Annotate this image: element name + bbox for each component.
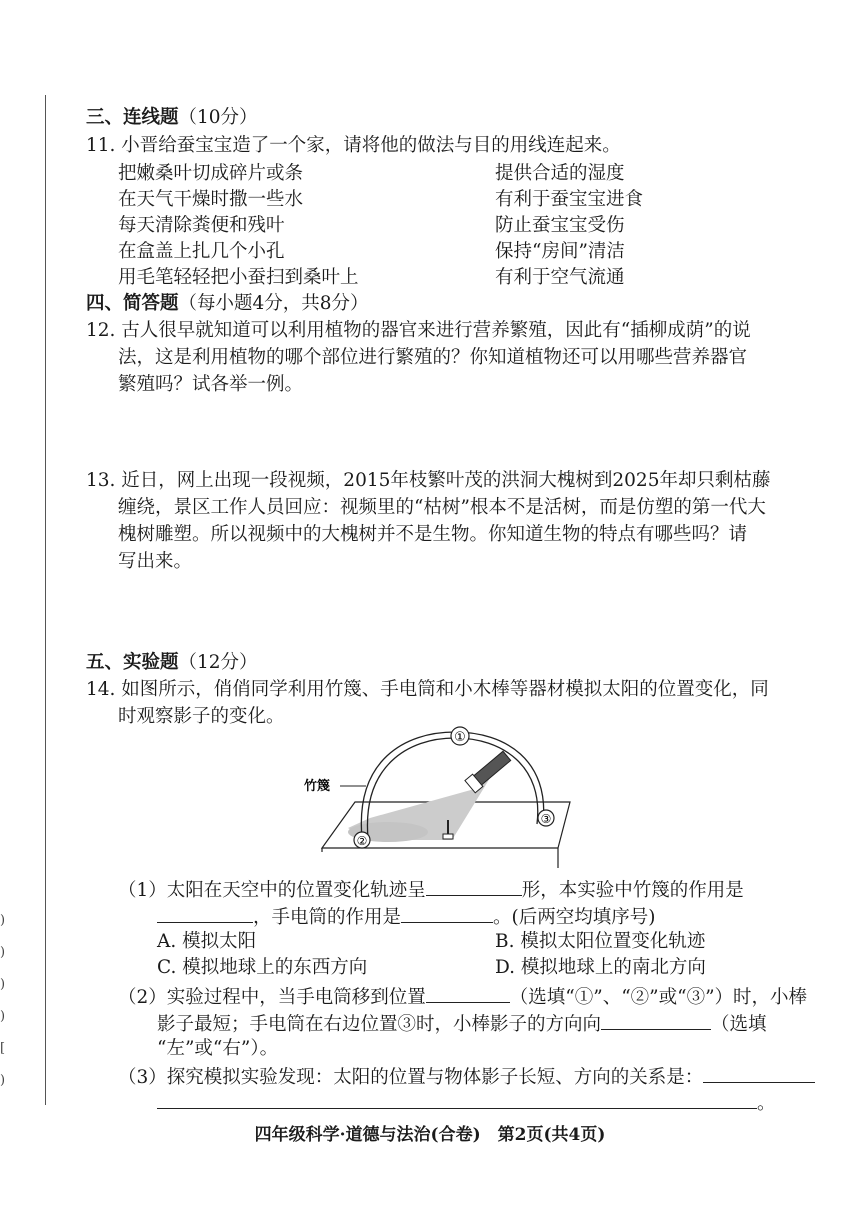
q11-action-3: 每天清除粪便和残叶 (118, 215, 285, 236)
q12-line-3: 繁殖吗？试各举一例。 (118, 374, 304, 395)
q14-line-2: 时观察影子的变化。 (118, 706, 285, 727)
q14-option-b: B. 模拟太阳位置变化轨迹 (495, 931, 706, 952)
q14-p2-line-1: （2）实验过程中，当手电筒移到位置 （选填“①”、“②”或“③”）时，小棒 (118, 982, 807, 1011)
q11-action-4: 在盒盖上扎几个小孔 (118, 241, 285, 262)
q14-option-a: A. 模拟太阳 (157, 931, 257, 952)
q14-p2-line-2: 影子最短；手电筒在右边位置③时，小棒影子的方向向 （选填 (157, 1009, 767, 1038)
q14-line-1: 14. 如图所示，俏俏同学利用竹篾、手电筒和小木棒等器材模拟太阳的位置变化，同 (86, 679, 769, 700)
q14-option-d: D. 模拟地球上的南北方向 (495, 957, 706, 978)
bamboo-label: 竹篾 (304, 779, 331, 794)
q14-p2-line-3: “左”或“右”）。 (157, 1038, 279, 1059)
q11-action-5: 用毛笔轻轻把小蚕扫到桑叶上 (118, 267, 359, 288)
binding-marks: ) ) ) ) [ ) (0, 913, 6, 1088)
q14-p2-blank-2[interactable] (601, 1009, 711, 1030)
q11-stem: 11. 小晋给蚕宝宝造了一个家，请将他的做法与目的用线连起来。 (86, 135, 621, 156)
q11-purpose-4: 保持“房间”清洁 (495, 241, 625, 262)
page-footer: 四年级科学·道德与法治(合卷) 第2页(共4页) (254, 1125, 606, 1145)
q14-p1-line-1: （1）太阳在天空中的位置变化轨迹呈 形，本实验中竹篾的作用是 (118, 875, 744, 904)
q11-action-1: 把嫩桑叶切成碎片或条 (118, 163, 304, 184)
q14-p3-line-2: 。 (157, 1088, 776, 1117)
experiment-diagram (300, 720, 580, 870)
q13-line-4: 写出来。 (118, 551, 193, 572)
position-1-label: ① (454, 730, 466, 745)
q11-purpose-2: 有利于蚕宝宝进食 (495, 189, 644, 210)
q14-p3-blank-2[interactable] (157, 1088, 757, 1109)
q14-p3-blank-1[interactable] (703, 1062, 815, 1083)
q13-line-1: 13. 近日，网上出现一段视频，2015年枝繁叶茂的洪洞大槐树到2025年却只剩枯藤 (86, 470, 771, 491)
q11-action-2: 在天气干燥时撒一些水 (118, 189, 304, 210)
q12-line-2: 法，这是利用植物的哪个部位进行繁殖的？你知道植物还可以用哪些营养器官 (118, 347, 748, 368)
margin-rule (45, 95, 46, 1105)
section3-heading: 三、连线题（10分） (86, 107, 258, 128)
q12-line-1: 12. 古人很早就知道可以利用植物的器官来进行营养繁殖，因此有“插柳成荫”的说 (86, 320, 751, 341)
experiment-figure (300, 720, 580, 874)
section5-heading: 五、实验题（12分） (86, 652, 258, 673)
q14-p1-blank-2[interactable] (157, 902, 253, 923)
flashlight (465, 750, 512, 793)
q13-line-3: 槐树雕塑。所以视频中的大槐树并不是生物。你知道生物的特点有哪些吗？请 (118, 524, 748, 545)
stick-base (443, 834, 453, 839)
q14-p1-blank-1[interactable] (426, 875, 522, 896)
q14-p1-blank-3[interactable] (401, 902, 493, 923)
q14-p1-line-2: ，手电筒的作用是 。(后两空均填序号) (157, 902, 655, 931)
position-2-label: ② (356, 834, 368, 848)
q13-line-2: 缠绕，景区工作人员回应：视频里的“枯树”根本不是活树，而是仿塑的第一代大 (118, 497, 766, 518)
q11-purpose-3: 防止蚕宝宝受伤 (495, 215, 625, 236)
position-3-label: ③ (540, 812, 552, 826)
q11-purpose-1: 提供合适的湿度 (495, 163, 625, 184)
section4-heading: 四、简答题（每小题4分，共8分） (86, 293, 369, 314)
q14-p2-blank-1[interactable] (426, 982, 510, 1003)
q14-p3-line-1: （3）探究模拟实验发现：太阳的位置与物体影子长短、方向的关系是： (118, 1062, 815, 1091)
q14-option-c: C. 模拟地球上的东西方向 (157, 957, 368, 978)
q11-purpose-5: 有利于空气流通 (495, 267, 625, 288)
